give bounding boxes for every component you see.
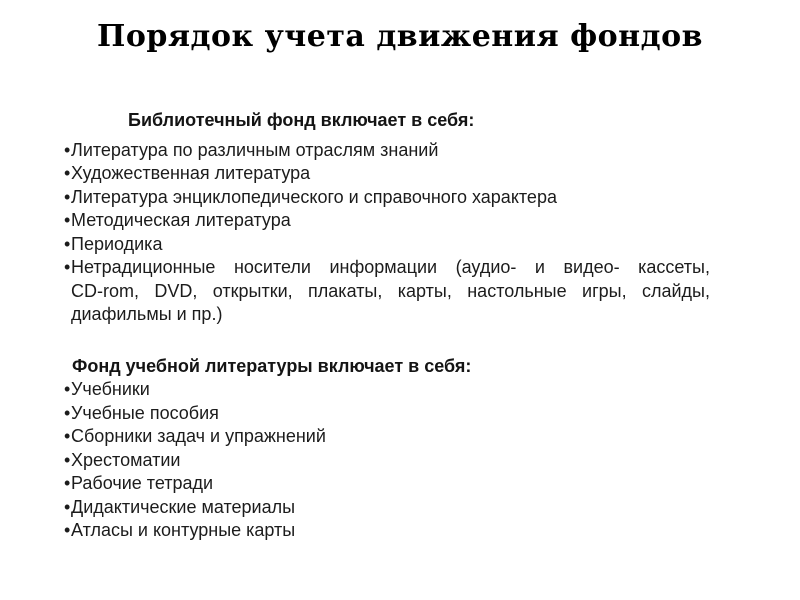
- list-item-text: Художественная литература: [71, 163, 311, 183]
- bullet-marker: •: [64, 186, 71, 207]
- list-item-text: Хрестоматии: [71, 449, 181, 470]
- list-item: [64, 496, 710, 520]
- list-item-text: Периодика: [71, 233, 163, 254]
- list-item: [64, 449, 710, 473]
- list-item: [64, 209, 710, 233]
- section-heading: Фонд учебной литературы включает в себя:: [72, 355, 472, 376]
- bullet-marker: •: [64, 233, 71, 254]
- list-item: [64, 162, 710, 186]
- bullet-marker: •: [64, 473, 71, 493]
- list-item-text: Методическая литература: [71, 210, 291, 230]
- list-item-text: Литература энциклопедического и справочного характера: [71, 186, 557, 207]
- list-item: [64, 233, 710, 257]
- list-item-text: Рабочие тетради: [71, 473, 214, 493]
- bullet-marker: •: [64, 402, 71, 423]
- bullet-marker: •: [64, 163, 71, 183]
- bullet-marker: •: [64, 426, 71, 446]
- list-item: [64, 378, 710, 402]
- list-item-text: Атласы и контурные карты: [71, 520, 296, 540]
- list-item: [64, 402, 710, 426]
- list-item-text: Учебные пособия: [71, 402, 219, 423]
- list-item-text: Литература по различным отраслям знаний: [71, 139, 439, 160]
- list-item-line: диафильмы и пр.): [71, 304, 223, 324]
- section-textbook-fund: [64, 355, 710, 543]
- section-library-fund: [64, 109, 710, 327]
- list-item-text: Учебники: [71, 379, 150, 399]
- section-heading: Библиотечный фонд включает в себя:: [128, 110, 475, 130]
- bullet-marker: •: [64, 257, 71, 277]
- slide-body: [64, 109, 710, 543]
- list-item-line: CD-rom, DVD, открытки, плакаты, карты, настольные игры, слайды,: [71, 280, 710, 301]
- list-item: [64, 139, 710, 163]
- bullet-marker: •: [64, 379, 71, 399]
- list-item: [64, 256, 710, 327]
- list-item: [64, 472, 710, 496]
- slide-title: Порядок учета движения фондов: [97, 19, 703, 54]
- list-item: [64, 519, 710, 543]
- bullet-marker: •: [64, 210, 71, 230]
- bullet-marker: •: [64, 139, 71, 160]
- list-item-text: Сборники задач и упражнений: [71, 426, 326, 446]
- bullet-marker: •: [64, 520, 71, 540]
- list-item: [64, 425, 710, 449]
- list-item-text: Дидактические материалы: [71, 496, 296, 517]
- list-item-text: [71, 256, 710, 327]
- bullet-marker: •: [64, 496, 71, 517]
- list-item: [64, 186, 710, 210]
- bullet-marker: •: [64, 449, 71, 470]
- list-item-line: Нетрадиционные носители информации (аудио- и видео- кассеты,: [71, 257, 710, 277]
